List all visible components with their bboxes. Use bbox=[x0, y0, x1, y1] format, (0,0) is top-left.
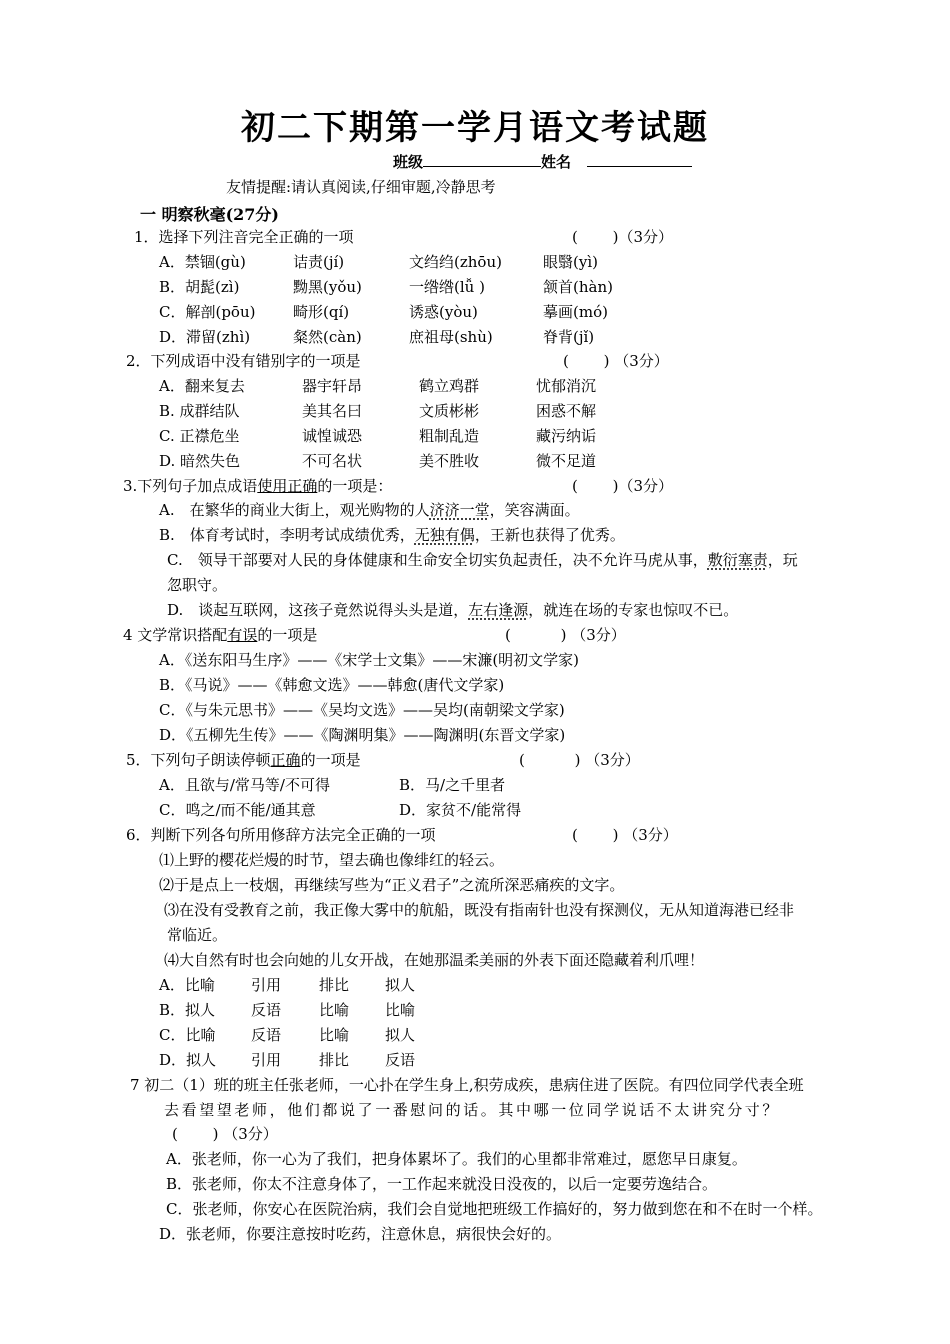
q4-option-b: B．《马说》——《韩愈文选》——韩愈(唐代文学家) bbox=[159, 676, 505, 694]
page-title: 初二下期第一学月语文考试题 bbox=[241, 108, 709, 148]
name-blank[interactable] bbox=[587, 152, 692, 167]
question-5-answer[interactable]: ( ) （3分） bbox=[519, 751, 640, 769]
q3-option-a: A. 在繁华的商业大街上，观光购物的人济济一堂，笑容满面。 bbox=[159, 501, 580, 519]
class-blank[interactable] bbox=[423, 152, 541, 167]
class-label: 班级 bbox=[393, 153, 424, 171]
name-label: 姓名 bbox=[541, 153, 572, 171]
q7-option-a: A．张老师，你一心为了我们，把身体累坏了。我们的心里都非常难过，愿您早日康复。 bbox=[166, 1150, 747, 1168]
q7-option-b: B．张老师，你太不注意身体了，一工作起来就没日没夜的，以后一定要劳逸结合。 bbox=[166, 1175, 718, 1193]
question-6-answer[interactable]: ( ) （3分） bbox=[572, 826, 678, 844]
q3-option-c-line2: 忽职守。 bbox=[167, 576, 228, 594]
q4-option-a: A．《送东阳马生序》——《宋学士文集》——宋濂(明初文学家) bbox=[159, 651, 580, 669]
q6-sentence-1: ⑴上野的樱花烂熳的时节，望去确也像绯红的轻云。 bbox=[159, 851, 505, 869]
question-1-stem: 1．选择下列注音完全正确的一项 bbox=[134, 228, 354, 246]
question-7-stem: 7 初二（1）班的班主任张老师，一心扑在学生身上,积劳成疾，患病住进了医院。有四位同学代表全班 bbox=[130, 1076, 804, 1094]
q6-sentence-3: ⑶在没有受教育之前，我正像大雾中的航船，既没有指南针也没有探测仪，无从知道海港已经非 bbox=[164, 901, 795, 919]
q6-sentence-3-line2: 常临近。 bbox=[167, 926, 228, 944]
q3-option-c: C. 领导干部要对人民的身体健康和生命安全切实负起责任，决不允许马虎从事，敷衍塞责，玩 bbox=[167, 551, 798, 569]
question-3-answer[interactable]: ( )（3分） bbox=[572, 477, 674, 495]
q6-sentence-4: ⑷大自然有时也会向她的儿女开战，在她那温柔美丽的外表下面还隐藏着利爪哩！ bbox=[164, 951, 705, 969]
class-name-line bbox=[393, 152, 692, 172]
q4-option-c: C．《与朱元思书》——《吴均文选》——吴均(南朝梁文学家) bbox=[159, 701, 565, 719]
q4-option-d: D．《五柳先生传》——《陶渊明集》——陶渊明(东晋文学家) bbox=[159, 726, 566, 744]
q6-sentence-2: ⑵于是点上一枝烟，再继续写些为“正义君子”之流所深恶痛疾的文字。 bbox=[159, 876, 625, 894]
q7-option-c: C．张老师，你安心在医院治病，我们会自觉地把班级工作搞好的，努力做到您在和不在时一个样。 bbox=[166, 1200, 823, 1218]
q3-option-d: D. 谈起互联网，这孩子竟然说得头头是道，左右逢源，就连在场的专家也惊叹不已。 bbox=[167, 601, 739, 619]
question-7-answer[interactable]: ( ) （3分） bbox=[172, 1125, 278, 1143]
q3-option-b: B. 体育考试时，李明考试成绩优秀，无独有偶，王新也获得了优秀。 bbox=[159, 526, 625, 544]
q7-option-d: D．张老师，你要注意按时吃药，注意休息，病很快会好的。 bbox=[159, 1225, 562, 1243]
section-heading: 一 明察秋毫(27分) bbox=[140, 205, 279, 224]
question-7-stem-line2: 去看望望老师，他们都说了一番慰问的话。其中哪一位同学说话不太讲究分寸？ bbox=[164, 1101, 781, 1119]
question-6-stem: 6．判断下列各句所用修辞方法完全正确的一项 bbox=[126, 826, 436, 844]
question-4-answer[interactable]: ( ) （3分） bbox=[505, 626, 626, 644]
question-2-answer[interactable]: ( ) （3分） bbox=[563, 352, 669, 370]
reminder-text: 友情提醒:请认真阅读,仔细审题,冷静思考 bbox=[226, 178, 496, 196]
question-2-stem: 2．下列成语中没有错别字的一项是 bbox=[126, 352, 361, 370]
question-1-answer[interactable]: ( )（3分） bbox=[572, 228, 674, 246]
question-3-stem: 3.下列句子加点成语使用正确的一项是： bbox=[123, 477, 393, 495]
question-4-stem: 4 文学常识搭配有误的一项是 bbox=[123, 626, 318, 644]
question-5-stem: 5．下列句子朗读停顿正确的一项是 bbox=[126, 751, 361, 769]
